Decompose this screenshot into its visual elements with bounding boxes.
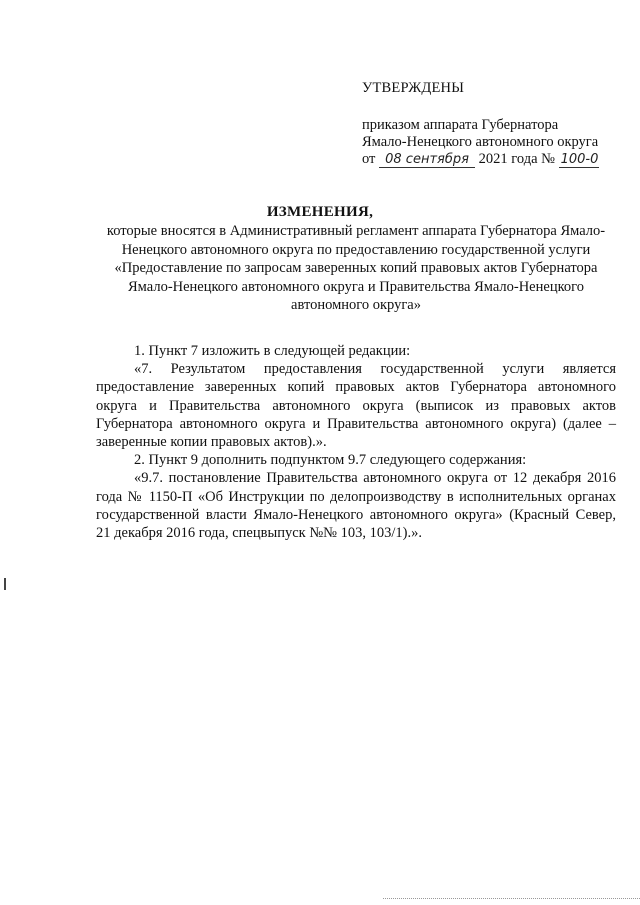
- document-title: ИЗМЕНЕНИЯ,: [266, 204, 374, 220]
- date-suffix: 2021 года №: [478, 151, 555, 167]
- scan-edge-line: [383, 898, 640, 900]
- handwritten-date: 08 сентября: [379, 153, 475, 168]
- handwritten-number: 100-0: [560, 152, 599, 167]
- date-prefix: от: [362, 151, 376, 167]
- document-subtitle: которые вносятся в Административный регламент аппарата Губернатора Ямало-Ненецкого автономного округа по предоставлению государственной услуги «Предоставление по запросам заверенных копий правовых актов Губернатора Ямало-Ненецкого автономного округа и Правительства Ямало-Ненецкого автономного округа»: [106, 223, 606, 313]
- paragraph-2: «7. Результатом предоставления государственной услуги является предоставление заверенных копий правовых актов Губернатора автономного округа и Правительства автономного округа (выписок из правовых актов Губернатора автономного округа и Правительства автономного округа) (далее – заверенные копии правовых актов).».: [96, 361, 616, 451]
- document-body: [96, 342, 616, 542]
- approval-heading: УТВЕРЖДЕНЫ: [362, 80, 465, 96]
- paragraph-3: 2. Пункт 9 дополнить подпунктом 9.7 следующего содержания:: [134, 452, 527, 469]
- scan-mark: [4, 578, 6, 590]
- approval-block: [362, 80, 632, 168]
- approval-date-line: [362, 151, 632, 168]
- paragraph-4: «9.7. постановление Правительства автономного округа от 12 декабря 2016 года № 1150-П «Об Инструкции по делопроизводству в исполнительных органах государственной власти Ямало-Ненецкого автономного округа» (Красный Север, 21 декабря 2016 года, спецвыпуск №№ 103, 103/1).».: [96, 470, 616, 542]
- approval-line-2: Ямало-Ненецкого автономного округа: [362, 134, 599, 150]
- paragraph-1: 1. Пункт 7 изложить в следующей редакции:: [134, 343, 411, 359]
- approval-line-1: приказом аппарата Губернатора: [362, 117, 559, 133]
